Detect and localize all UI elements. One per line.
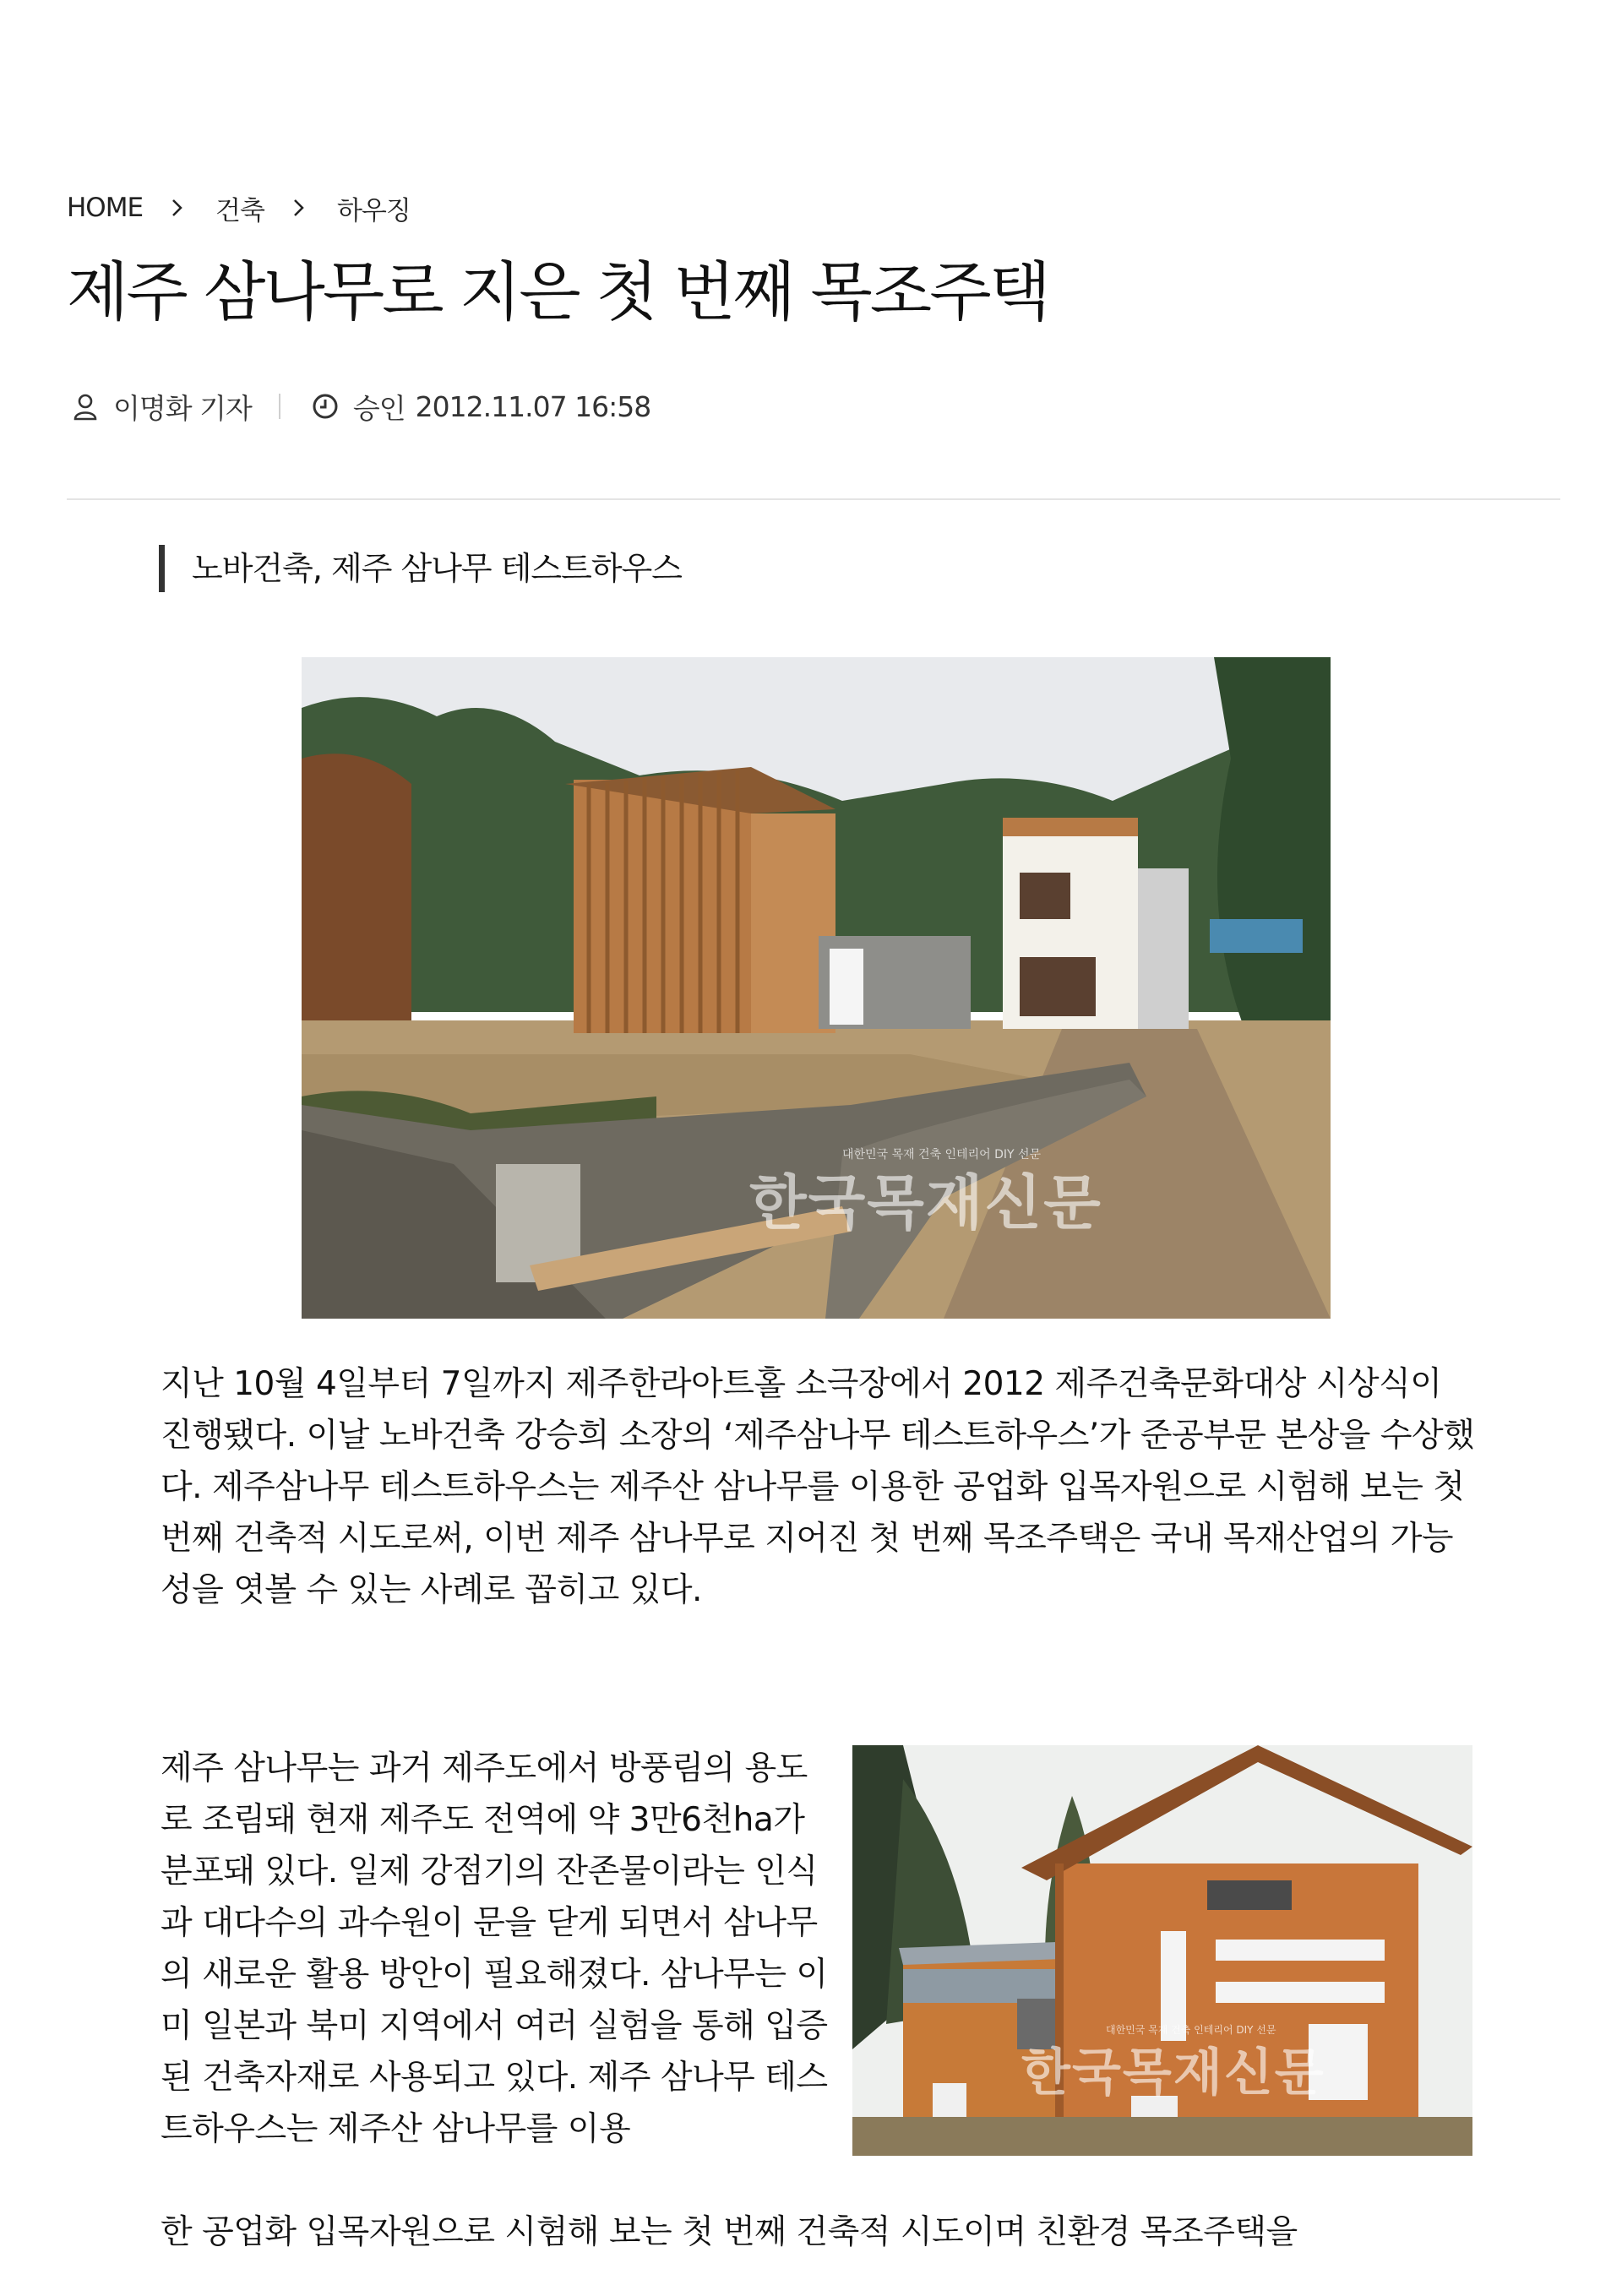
- user-icon: [71, 392, 100, 421]
- clock-icon: [311, 392, 340, 421]
- breadcrumb: [67, 188, 411, 228]
- article-byline: [71, 385, 650, 427]
- watermark-small-text: 대한민국 목재 건축 인테리어 DIY 선문: [1106, 2024, 1276, 2036]
- approved-label: 승인: [352, 391, 406, 425]
- article-paragraph-1: 지난 10월 4일부터 7일까지 제주한라아트홀 소극장에서 2012 제주건축문화대상 시상식이 진행됐다. 이날 노바건축 강승희 소장의 ‘제주삼나무 테스트하우스’가 준공부문 본상을 수상했다. 제주삼나무 테스트하우스는 제주산 삼나무를 이용한 공업화 입목자원으로 시험해 보는 첫 번째 건축적 시도로써, 이번 제주 삼나무로 지어진 첫 번째 목조주택은 국내 목재산업의 가능성을 엿볼 수 있는 사례로 꼽히고 있다.: [161, 1365, 1475, 1609]
- article-subtitle: 노바건축, 제주 삼나무 테스트하우스: [159, 545, 682, 592]
- watermark-text: 한국목재신문: [1021, 2043, 1325, 2103]
- chevron-right-icon: [293, 199, 305, 217]
- watermark-text: 한국목재신문: [749, 1168, 1102, 1238]
- article-paragraph-2: 제주 삼나무는 과거 제주도에서 방풍림의 용도로 조림돼 현재 제주도 전역에 약 3만6천ha가 분포돼 있다. 일제 강점기의 잔존물이라는 인식과 대다수의 과수원이 문을 닫게 되면서 삼나무의 새로운 활용 방안이 필요해졌다. 삼나무는 이미 일본과 북미 지역에서 여러 실험을 통해 입증된 건축자재로 사용되고 있다. 제주 삼나무 테스트하우스는 제주산 삼나무를 이용: [161, 1749, 828, 2148]
- byline-divider: [279, 394, 280, 419]
- article-paragraph-3: 한 공업화 입목자원으로 시험해 보는 첫 번째 건축적 시도이며 친환경 목조주택을: [161, 2213, 1298, 2251]
- article-photo-test-house: [302, 657, 1331, 1319]
- header-divider: [67, 498, 1560, 500]
- breadcrumb-architecture[interactable]: 건축: [215, 195, 264, 226]
- article-title: 제주 삼나무로 지은 첫 번째 목조주택: [67, 254, 1049, 329]
- watermark-small-text: 대한민국 목재 건축 인테리어 DIY 선문: [842, 1148, 1042, 1162]
- article-photo-house-exterior: [852, 1745, 1472, 2156]
- approved-datetime: 2012.11.07 16:58: [415, 389, 651, 423]
- breadcrumb-home[interactable]: HOME: [67, 193, 144, 223]
- breadcrumb-housing[interactable]: 하우징: [336, 195, 411, 226]
- chevron-right-icon: [171, 199, 183, 217]
- author-name[interactable]: 이명화 기자: [113, 391, 252, 425]
